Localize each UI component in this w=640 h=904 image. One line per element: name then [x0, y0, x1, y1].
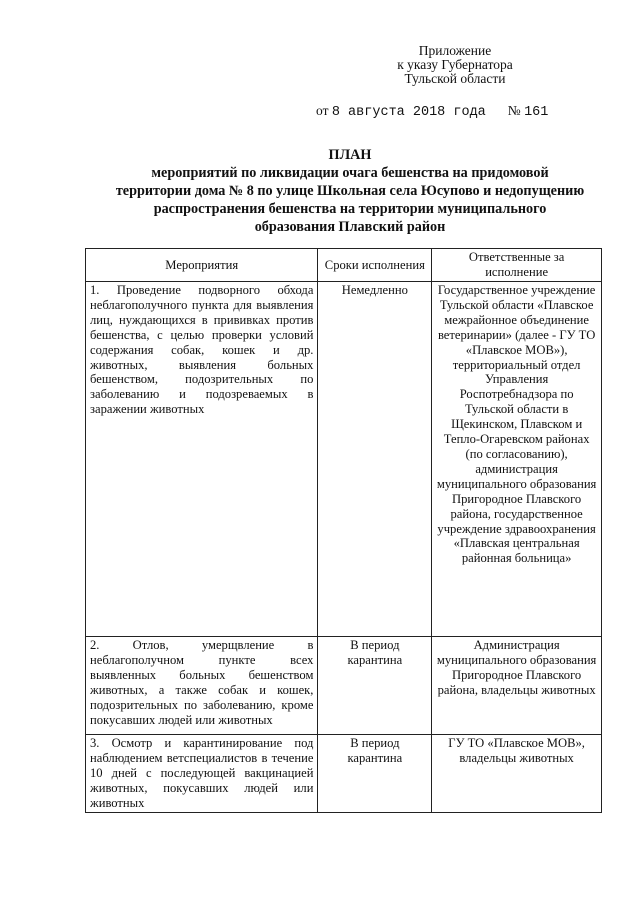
title-line: мероприятий по ликвидации очага бешенства на придомовой	[151, 165, 549, 181]
responsible-cell: ГУ ТО «Плавское МОВ», владельцы животных	[432, 735, 602, 813]
action-cell: 1. Проведение подворного обхода неблагополучного пункта для выявления лиц, нуждающихся в прививках против бешенства, с целью проверки условий содержания собак, кошек и др. животных, выявления больных бешенством, подозрительных по заболеванию и подозреваемых в заражении животных	[86, 282, 318, 637]
decree-date: 8 августа 2018 года	[331, 105, 486, 120]
appendix-line: Тульской области	[404, 71, 506, 86]
decree-prefix: от	[316, 103, 329, 118]
column-header-actions: Мероприятия	[86, 249, 318, 282]
responsible-cell: Администрация муниципального образования Пригородное Плавского района, владельцы животных	[432, 637, 602, 735]
decree-line	[316, 103, 548, 120]
table-row	[86, 637, 602, 735]
decree-number-sign: №	[507, 103, 521, 118]
responsible-cell: Государственное учреждение Тульской области «Плавское межрайонное объединение ветеринарии» (далее - ГУ ТО «Плавское МОВ»), территориальный отдел Управления Роспотребнадзора по Тульской области в Щекинском, Плавском и Тепло-Огаревском районах (по согласованию), администрация муниципального образования Пригородное Плавского района, государственное учреждение здравоохранения «Плавская центральная районная больница»	[432, 282, 602, 637]
action-cell: 2. Отлов, умерщвление в неблагополучном пункте всех выявленных больных бешенством животных, а также собак и кошек, подозрительных по заболеванию, кроме покусавших людей или животных	[86, 637, 318, 735]
document-title	[100, 146, 600, 236]
appendix-line: к указу Губернатора	[397, 57, 513, 72]
term-cell: В период карантина	[318, 637, 432, 735]
decree-number: 161	[524, 105, 549, 120]
column-header-responsible: Ответственные за исполнение	[432, 249, 602, 282]
appendix-line: Приложение	[418, 43, 492, 58]
action-cell: 3. Осмотр и карантинирование под наблюдением ветспециалистов в течение 10 дней с последующей вакцинацией животных, покусавших людей или животных	[86, 735, 318, 813]
table-header-row	[86, 249, 602, 282]
plan-table	[85, 248, 602, 813]
table-row	[86, 282, 602, 637]
term-cell: В период карантина	[318, 735, 432, 813]
title-line: образования Плавский район	[254, 219, 446, 235]
appendix-block	[340, 44, 570, 86]
title-line: территории дома № 8 по улице Школьная села Юсупово и недопущению	[115, 183, 585, 199]
table-row	[86, 735, 602, 813]
column-header-terms: Сроки исполнения	[318, 249, 432, 282]
title-line: распространения бешенства на территории муниципального	[153, 201, 547, 217]
term-cell: Немедленно	[318, 282, 432, 637]
title-heading: ПЛАН	[328, 147, 372, 163]
